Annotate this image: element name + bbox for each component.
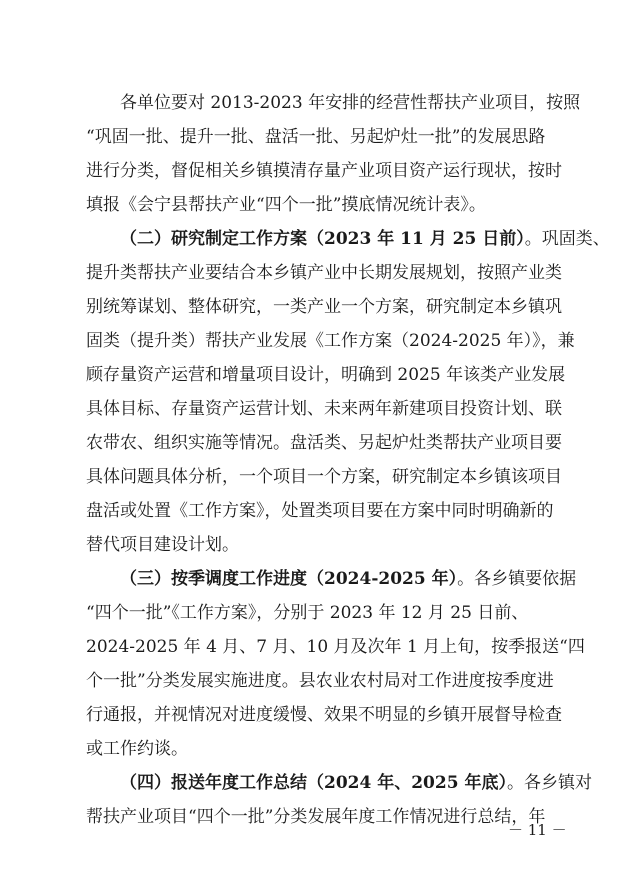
- paragraph-line: 顾存量资产运营和增量项目设计，明确到 2025 年该类产业发展: [86, 365, 566, 385]
- section-heading-line: [120, 562, 577, 596]
- paragraph-line: 帮扶产业项目“四个一批”分类发展年度工作情况进行总结，年: [86, 807, 546, 827]
- paragraph-line: 个一批”分类发展实施进度。县农业农村局对工作进度按季度进: [86, 671, 554, 691]
- paragraph-line: 固类（提升类）帮扶产业发展《工作方案（2024-2025 年）》，兼: [86, 331, 575, 351]
- paragraph-line: 具体目标、存量资产运营计划、未来两年新建项目投资计划、联: [86, 399, 562, 419]
- paragraph-line: 2024-2025 年 4 月、7 月、10 月及次年 1 月上旬，按季报送“四: [86, 637, 585, 657]
- paragraph-line: 进行分类，督促相关乡镇摸清存量产业项目资产运行现状，按时: [86, 161, 562, 181]
- paragraph-line: 盘活或处置《工作方案》，处置类项目要在方案中同时明确新的: [86, 501, 554, 521]
- paragraph-line: 替代项目建设计划。: [86, 535, 239, 555]
- paragraph-text: 。巩固类、: [524, 229, 610, 249]
- section-heading-line: [120, 766, 592, 800]
- paragraph-line: 行通报，并视情况对进度缓慢、效果不明显的乡镇开展督导检查: [86, 705, 562, 725]
- section-heading: （四）报送年度工作总结（2024 年、2025 年底）: [120, 773, 507, 793]
- paragraph-line: 填报《会宁县帮扶产业“四个一批”摸底情况统计表》。: [86, 195, 486, 215]
- paragraph-line: “巩固一批、提升一批、盘活一批、另起炉灶一批”的发展思路: [86, 127, 546, 147]
- paragraph-line: 提升类帮扶产业要结合本乡镇产业中长期发展规划，按照产业类: [86, 263, 562, 283]
- section-heading: （三）按季调度工作进度（2024-2025 年）: [120, 569, 458, 589]
- paragraph-line: 或工作约谈。: [86, 739, 188, 759]
- paragraph-line: 各单位要对 2013-2023 年安排的经营性帮扶产业项目，按照: [120, 93, 581, 113]
- paragraph-line: 别统筹谋划、整体研究，一类产业一个方案，研究制定本乡镇巩: [86, 297, 562, 317]
- page-number: － 11 －: [508, 821, 567, 839]
- paragraph-line: 具体问题具体分析，一个项目一个方案，研究制定本乡镇该项目: [86, 467, 562, 487]
- section-heading: （二）研究制定工作方案（2023 年 11 月 25 日前）: [120, 229, 525, 249]
- paragraph-text: 。各乡镇要依据: [457, 569, 577, 589]
- section-heading-line: [120, 222, 610, 256]
- paragraph-line: “四个一批”《工作方案》，分别于 2023 年 12 月 25 日前、: [86, 603, 529, 623]
- paragraph-text: 。各乡镇对: [506, 773, 592, 793]
- paragraph-line: 农带农、组织实施等情况。盘活类、另起炉灶类帮扶产业项目要: [86, 433, 562, 453]
